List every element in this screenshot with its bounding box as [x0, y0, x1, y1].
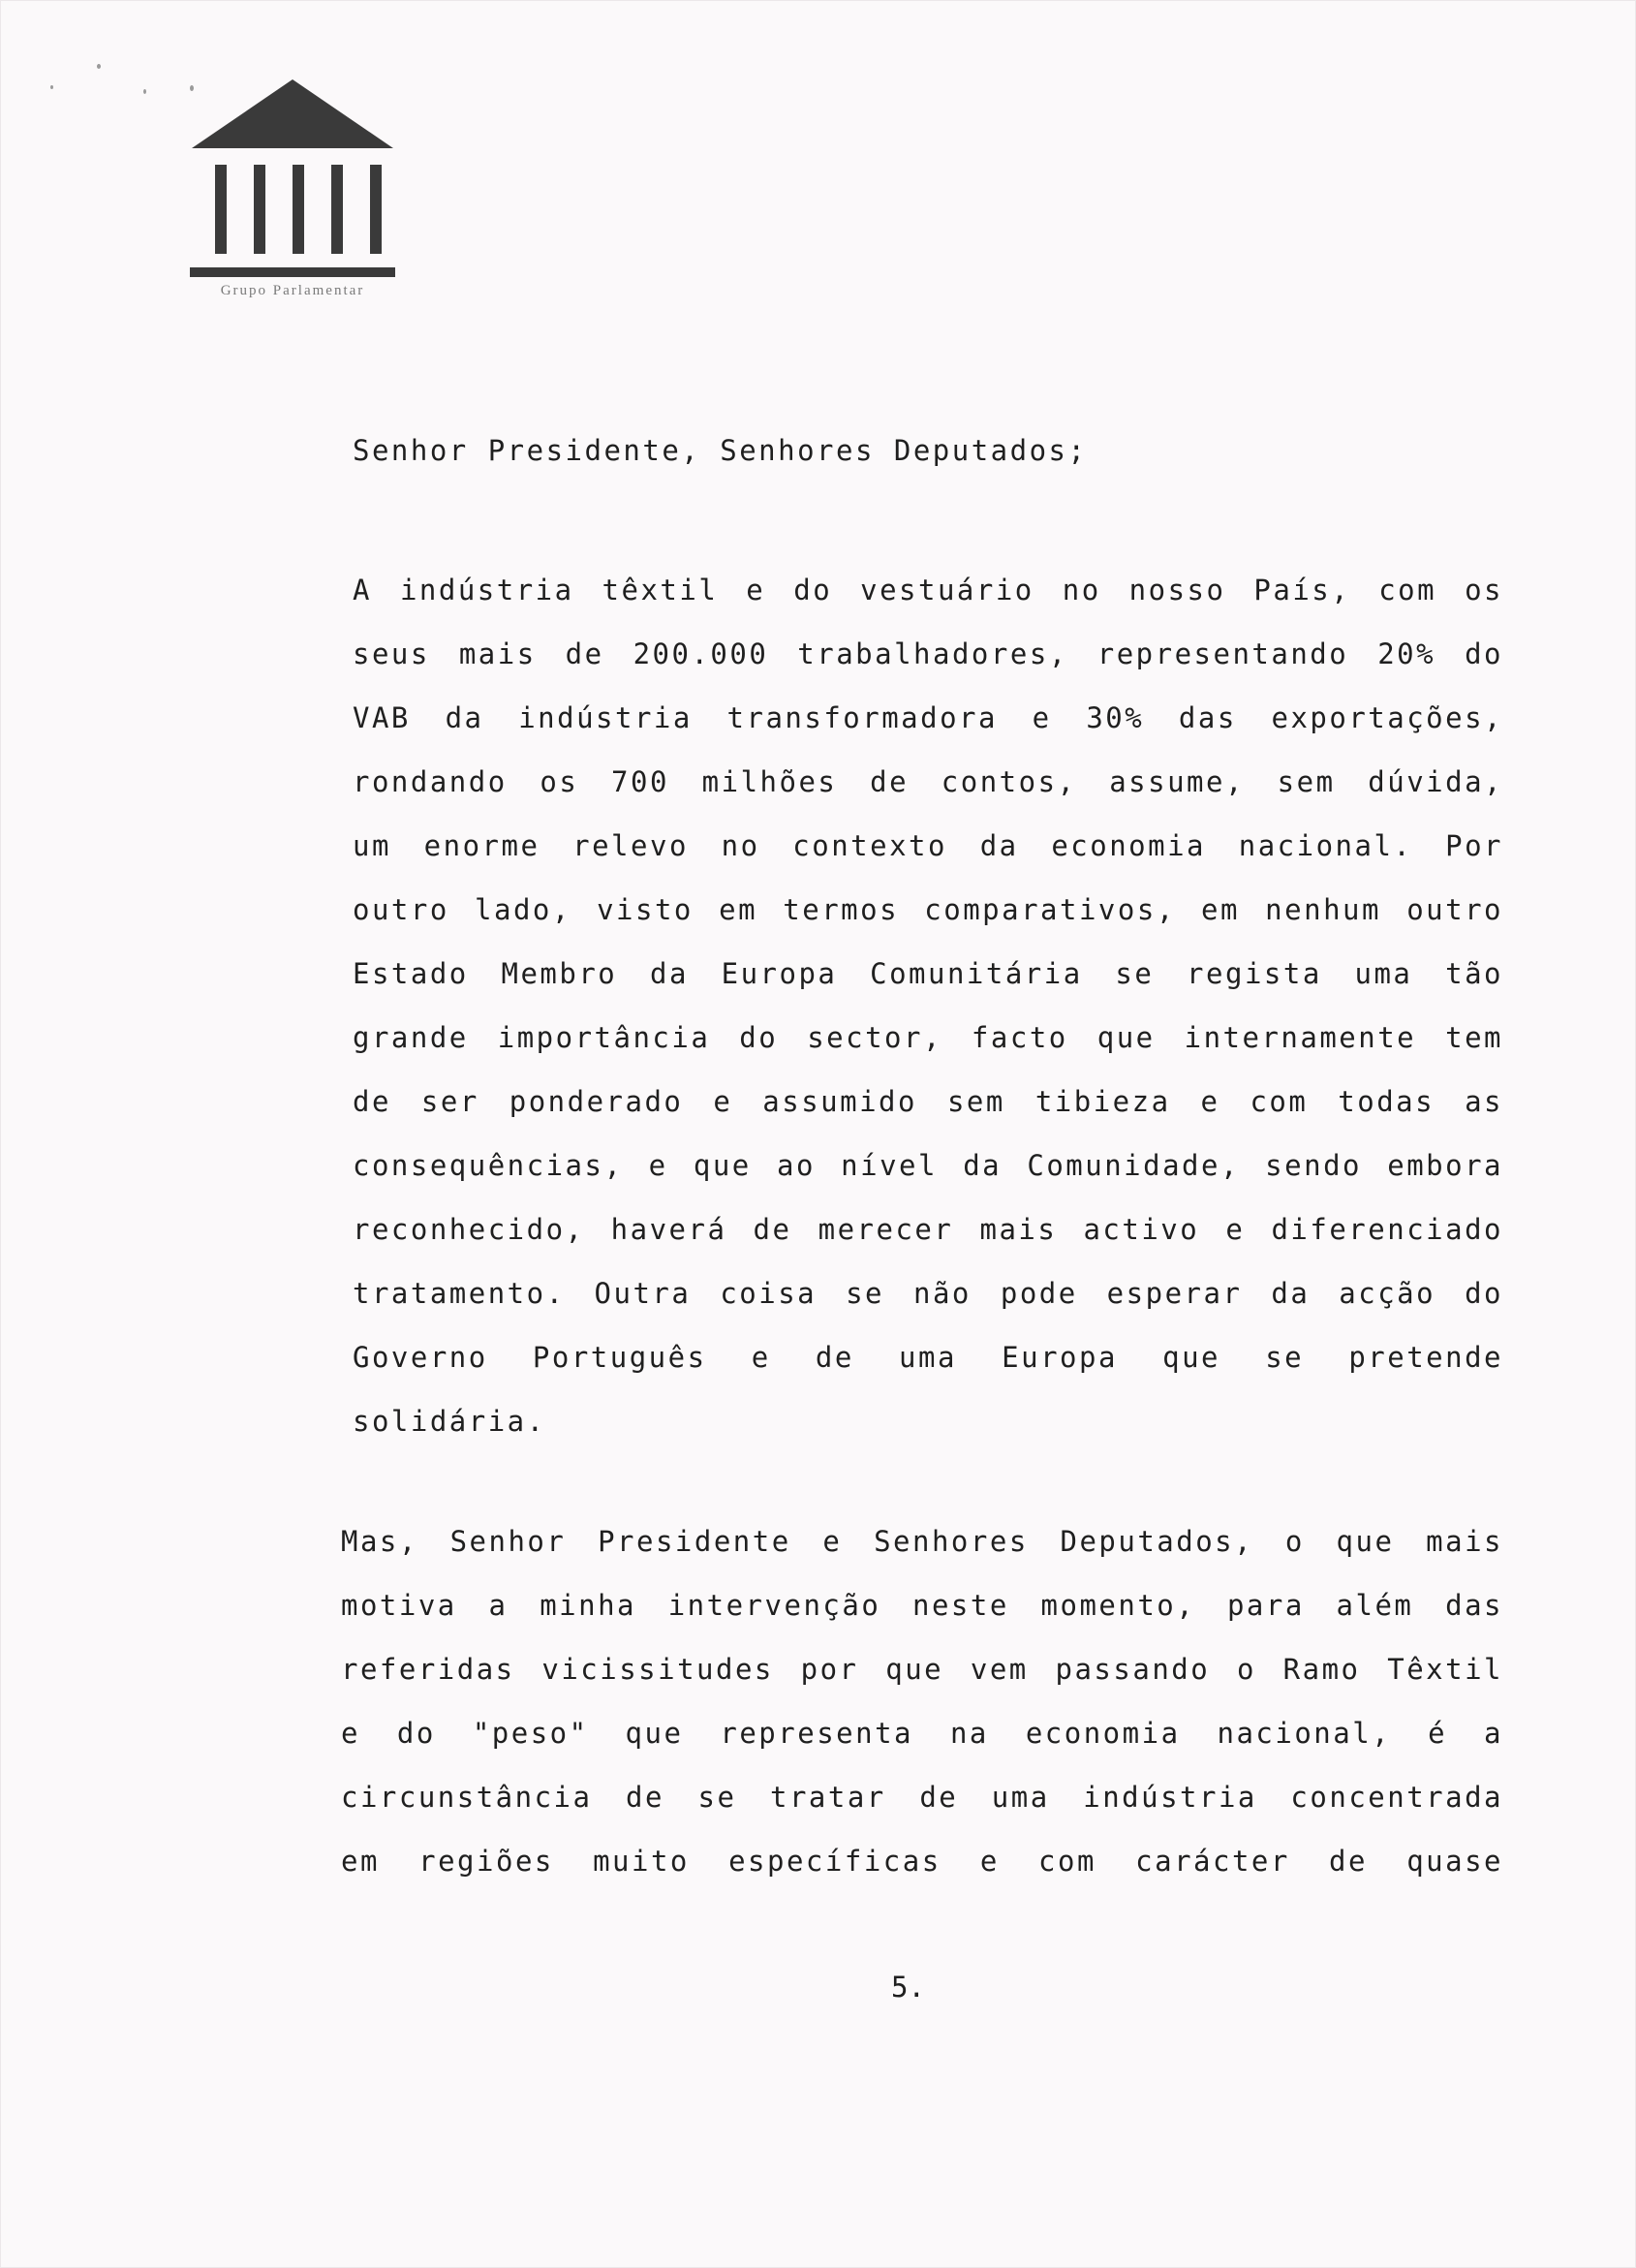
- paragraph-line: Mas, Senhor Presidente e Senhores Deputados, o que mais: [341, 1525, 1503, 1558]
- paragraph-line: em regiões muito específicas e com carácter de quase: [341, 1845, 1503, 1878]
- paragraph-line: Estado Membro da Europa Comunitária se regista uma tão: [353, 957, 1503, 990]
- salutation: Senhor Presidente, Senhores Deputados;: [353, 434, 1088, 467]
- paragraph-line: e do "peso" que representa na economia nacional, é a: [341, 1717, 1503, 1750]
- letter-body: [341, 419, 1503, 1949]
- letterhead-logo: [186, 78, 399, 310]
- paragraph-line: Governo Português e de uma Europa que se pretende solidária.: [353, 1341, 1503, 1438]
- paragraph-1: [353, 558, 1503, 1453]
- paragraph-line: rondando os 700 milhões de contos, assume, sem dúvida,: [353, 765, 1503, 798]
- paragraph-line: grande importância do sector, facto que internamente tem: [353, 1021, 1503, 1054]
- paragraph-line: consequências, e que ao nível da Comunidade, sendo embora: [353, 1149, 1503, 1182]
- page-number: 5.: [891, 1971, 925, 2004]
- paragraph-line: motiva a minha intervenção neste momento, para além das: [341, 1589, 1503, 1622]
- letterhead-caption: Grupo Parlamentar: [220, 283, 365, 298]
- paragraph-2: [341, 1509, 1503, 1893]
- paragraph-line: reconhecido, haverá de merecer mais activo e diferenciado: [353, 1213, 1503, 1246]
- paragraph-line: seus mais de 200.000 trabalhadores, representando 20% do: [353, 637, 1503, 670]
- paragraph-line: outro lado, visto em termos comparativos, em nenhum outro: [353, 893, 1503, 926]
- paper-speck: [190, 85, 194, 91]
- paragraph-line: um enorme relevo no contexto da economia nacional. Por: [353, 829, 1503, 862]
- paper-speck: [97, 64, 101, 69]
- paragraph-line: VAB da indústria transformadora e 30% das exportações,: [353, 701, 1503, 734]
- paragraph-line: de ser ponderado e assumido sem tibieza e com todas as: [353, 1085, 1503, 1118]
- paper-speck: [50, 85, 53, 89]
- paper-speck: [143, 89, 146, 94]
- paragraph-line: referidas vicissitudes por que vem passando o Ramo Têxtil: [341, 1653, 1503, 1686]
- paragraph-line: circunstância de se tratar de uma indústria concentrada: [341, 1781, 1503, 1814]
- paragraph-line: A indústria têxtil e do vestuário no nosso País, com os: [353, 574, 1503, 606]
- paragraph-line: tratamento. Outra coisa se não pode esperar da acção do: [353, 1277, 1503, 1310]
- parliament-building-icon: [186, 78, 399, 281]
